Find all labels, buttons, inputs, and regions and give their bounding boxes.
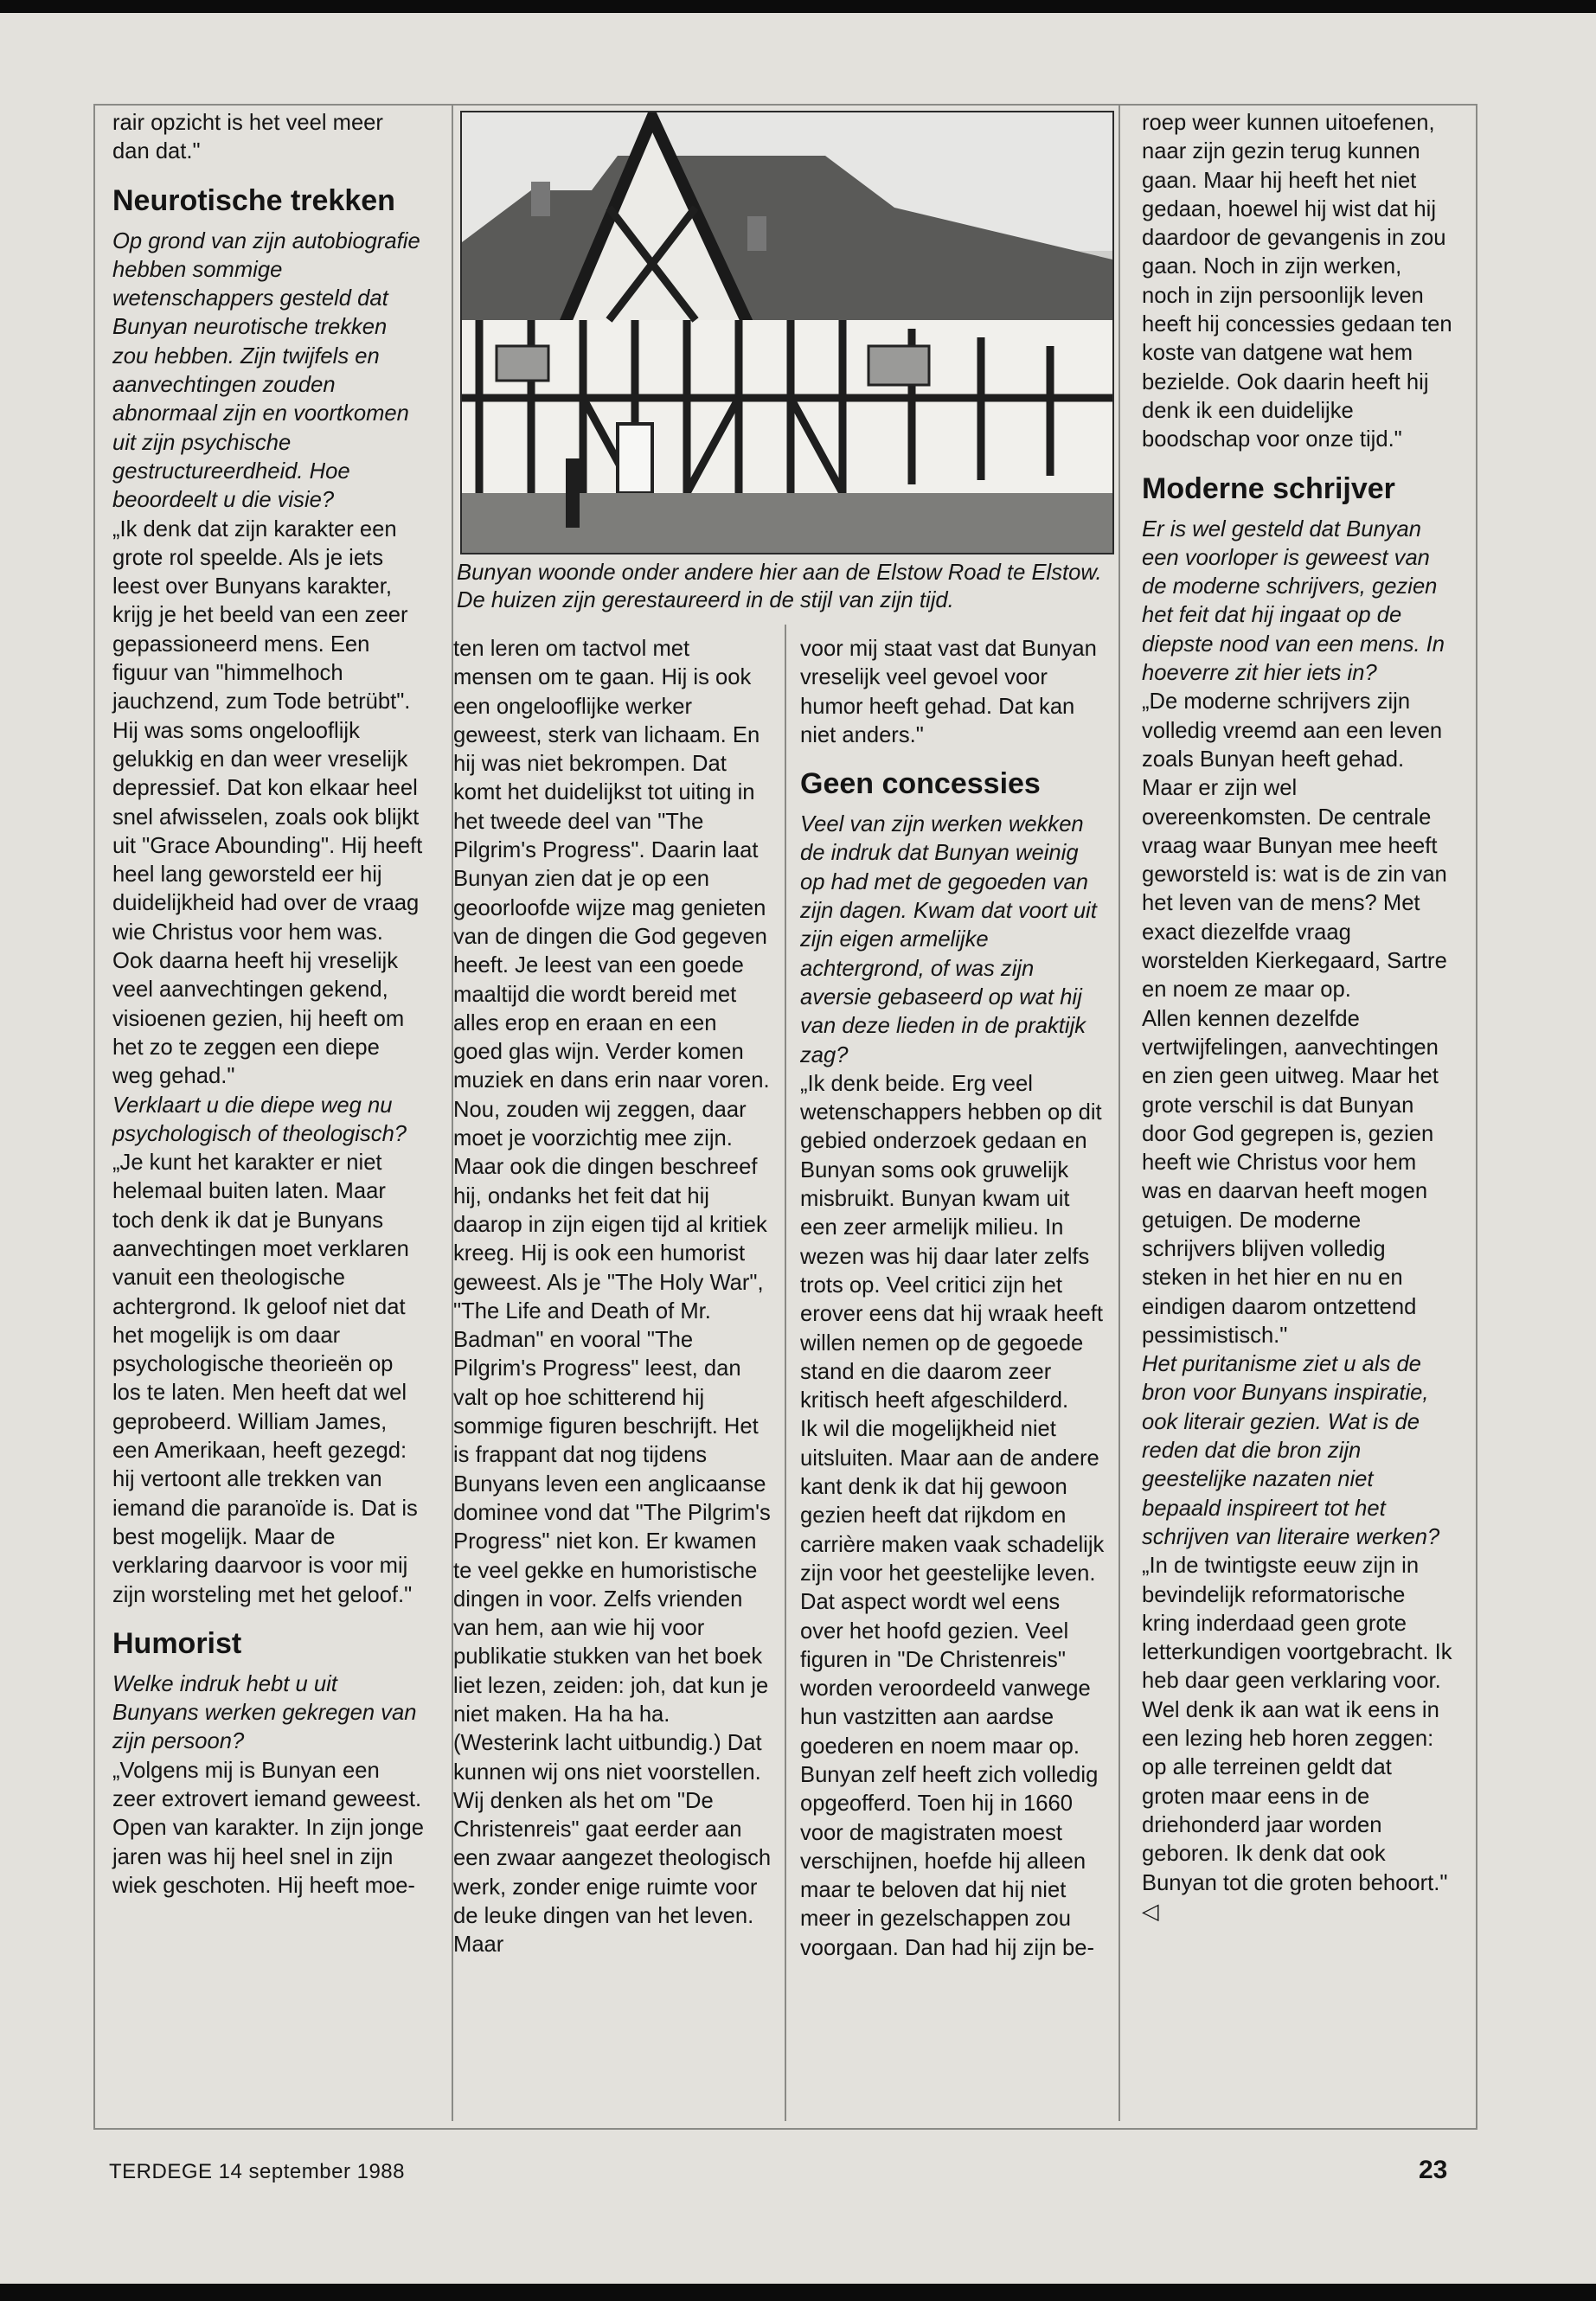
question-indruk: Welke indruk hebt u uit Bunyans werken gekregen van zijn persoon? <box>112 1671 417 1754</box>
answer-vertwijfelingen: Allen kennen dezelfde vertwijfelingen, aanvechtingen en zien geen uitweg. Maar het grote verschil is dat Bunyan door God gegrepen is, gezien heeft wie Christus voor hem was en daarvan heeft mogen getuigen. De moderne schrijvers blijven volledig steken in het hier en nu en eindigen daarom ontzettend pessimistisch." <box>1142 1006 1439 1348</box>
column-3 <box>800 635 1105 1963</box>
answer-rijkdom: Ik wil die mogelijkheid niet uitsluiten. Maar aan de andere kant denk ik dat hij gewoon gezien heeft dat rijkdom en carrière maken vaak schadelijk zijn voor het geestelijke leven. Dat aspect wordt wel eens over het hoofd gezien. Veel figuren in "De Christenreis" worden veroordeeld vanwege hun vastzitten aan aardse goederen en noem maar op. <box>800 1417 1105 1759</box>
column-2 <box>453 635 772 1960</box>
heading-moderne-schrijver: Moderne schrijver <box>1142 471 1395 505</box>
page-number: 23 <box>1419 2156 1448 2184</box>
magazine-issue: TERDEGE 14 september 1988 <box>109 2160 405 2183</box>
house-photo <box>460 111 1114 554</box>
question-diepe-weg: Verklaart u die diepe weg nu psychologisch of theologisch? <box>112 1093 407 1146</box>
col2-text: ten leren om tactvol met mensen om te gaan. Hij is ook een ongelooflijke werker geweest, sterk van lichaam. En hij was niet bekrompen. Dat komt het duidelijkst tot uiting in het tweede deel van "The Pilgrim's Progress". Daarin laat Bunyan zien dat je op een geoorloofde wijze mag genieten van de dingen die God gegeven heeft. Je leest van een goede maaltijd die wordt bereid met alles erop en eraan en een goed glas wijn. Verder komen muziek en dans erin naar voren. Nou, zouden wij zeggen, daar moet je voorzichtig mee zijn. Maar ook die dingen beschreef hij, ondanks het feit dat hij daarop in zijn eigen tijd al kritiek kreeg. Hij is ook een humorist geweest. Als je "The Holy War", "The Life and Death of Mr. Badman" en vooral "The Pilgrim's Progress" leest, dan valt op hoe schitterend hij sommige figuren beschrijft. Het is frappant dat nog tijdens Bunyans leven een anglicaanse dominee vond dat "The Pilgrim's Progress" niet kon. Er kwamen te veel gekke en humoristische dingen in voor. Zelfs vrienden van hem, aan wie hij voor publikatie stukken van het boek liet lezen, zeiden: joh, dat kun je niet maken. Ha ha ha. (Westerink lacht uitbundig.) Dat kunnen wij ons niet voorstellen. Wij denken als het om "De Christenreis" gaat eerder aan een zwaar aangezet theologisch werk, zonder enige ruimte voor de leuke dingen van het leven. Maar <box>453 637 772 1958</box>
question-gegoeden: Veel van zijn werken wekken de indruk dat Bunyan weinig op had met de gegoeden van zijn dagen. Kwam dat voort uit zijn eigen armelijke achtergrond, of was zijn aversie gebaseerd op wat hij van deze lieden in de praktijk zag? <box>800 812 1097 1067</box>
question-neurotisch: Op grond van zijn autobiografie hebben sommige wetenschappers gesteld dat Bunyan neurotische trekken zou hebben. Zijn twijfels en aanvechtingen zouden abnormaal zijn en voortkomen uit zijn psychische gestructureerdheid. Hoe beoordeelt u die visie? <box>112 228 420 513</box>
heading-geen-concessies: Geen concessies <box>800 767 1041 801</box>
answer-beide: „Ik denk beide. Erg veel wetenschappers hebben op dit gebied onderzoek gedaan en Bunyan soms ook gruwelijk misbruikt. Bunyan kwam uit een zeer armelijk milieu. In wezen was hij daar later zelfs trots op. Veel critici zijn het erover eens dat hij wraak heeft willen nemen op de gegoede stand en die daarom zeer kritisch heeft afgeschilderd. <box>800 1071 1103 1413</box>
bottom-scan-edge <box>0 2284 1596 2301</box>
timber-frame-house-image <box>462 112 1112 553</box>
heading-neurotische-trekken: Neurotische trekken <box>112 183 395 217</box>
photo-caption: Bunyan woonde onder andere hier aan de Elstow Road te Elstow. De huizen zijn gerestaureerd in de stijl van zijn tijd. <box>457 561 1102 612</box>
column-1 <box>112 109 426 1900</box>
answer-extrovert: „Volgens mij is Bunyan een zeer extrovert iemand geweest. Open van karakter. In zijn jonge jaren was hij heel snel in zijn wiek geschoten. Hij heeft moe- <box>112 1758 424 1898</box>
col1-intro: rair opzicht is het veel meer dan dat." <box>112 111 383 164</box>
answer-moderne-schrijvers: „De moderne schrijvers zijn volledig vreemd aan een leven zoals Bunyan heeft gehad. Maar er zijn wel overeenkomsten. De centrale vraag waar Bunyan mee heeft geworsteld is: wat is de zin van het leven van de mens? Met exact diezelfde vraag worstelden Kierkegaard, Sartre en noem ze maar op. <box>1142 689 1447 1003</box>
top-scan-edge <box>0 0 1596 13</box>
column-rule-3 <box>1118 106 1120 2121</box>
heading-humorist: Humorist <box>112 1626 242 1660</box>
answer-opgeofferd: Bunyan zelf heeft zich volledig opgeofferd. Toen hij in 1660 voor de magistraten moest verschijnen, hoefde hij alleen maar te beloven dat hij niet meer in gezelschappen zou voorgaan. Dan had hij zijn be- <box>800 1762 1099 1960</box>
col4-intro: roep weer kunnen uitoefenen, naar zijn gezin terug kunnen gaan. Maar hij heeft het niet gedaan, hoewel hij wist dat hij daardoor de gevangenis in zou gaan. Noch in zijn werken, noch in zijn persoonlijk leven heeft hij concessies gedaan ten koste van datgene wat hem bezielde. Ook daarin heeft hij denk ik een duidelijke boodschap voor onze tijd." <box>1142 111 1452 452</box>
answer-theologisch: „Je kunt het karakter er niet helemaal buiten laten. Maar toch denk ik dat je Bunyans aanvechtingen moet verklaren vanuit een theologische achtergrond. Ik geloof niet dat het mogelijk is om daar psychologische theorieën op los te laten. Men heeft dat wel geprobeerd. William James, een Amerikaan, heeft gezegd: hij vertoont alle trekken van iemand die paranoïde is. Dat is best mogelijk. Maar de verklaring daarvoor is voor mij zijn worsteling met het geloof." <box>112 1150 418 1607</box>
column-rule-2 <box>785 625 786 2121</box>
answer-letterkundigen: „In de twintigste eeuw zijn in bevindelijk reformatorische kring inderdaad geen grote letterkundigen voortgebracht. Ik heb daar geen verklaring voor. Wel denk ik aan wat ik eens in een lezing heb horen zeggen: op alle terreinen geldt dat groten maar eens in de driehonderd jaar worden geboren. Ik denk dat ook Bunyan tot die groten behoort." ◁ <box>1142 1554 1452 1924</box>
column-4 <box>1142 109 1455 1926</box>
col3-intro: voor mij staat vast dat Bunyan vreselijk veel gevoel voor humor heeft gehad. Dat kan niet anders." <box>800 637 1097 747</box>
question-voorloper: Er is wel gesteld dat Bunyan een voorloper is geweest van de moderne schrijvers, gezien het feit dat hij ingaat op de diepste nood van een mens. In hoeverre zit hier iets in? <box>1142 516 1445 686</box>
answer-karakter: „Ik denk dat zijn karakter een grote rol speelde. Als je iets leest over Bunyans karakter, krijg je het beeld van een zeer gepassioneerd mens. Een figuur van "himmelhoch jauchzend, zum Tode betrübt". Hij was soms ongelooflijk gelukkig en dan weer vreselijk depressief. Dat kon elkaar heel snel afwisselen, zoals ook blijkt uit "Grace Abounding". Hij heeft heel lang geworsteld eer hij duidelijkheid had over de vraag wie Christus voor hem was. Ook daarna heeft hij vreselijk veel aanvechtingen gekend, visioenen gezien, hij heeft om het zo te zeggen een diepe weg gehad." <box>112 516 423 1089</box>
question-puritanisme: Het puritanisme ziet u als de bron voor Bunyans inspiratie, ook literair gezien. Wat is de reden dat die bron zijn geestelijke nazaten niet bepaald inspireert tot het schrijven van literaire werken? <box>1142 1352 1440 1549</box>
